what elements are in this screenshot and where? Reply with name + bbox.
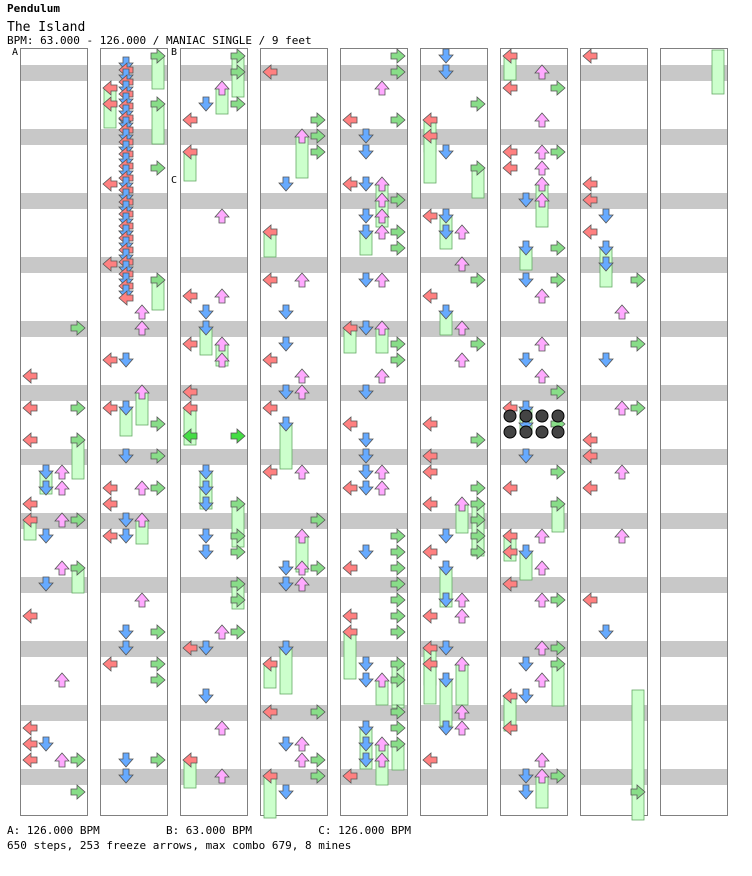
bpm-marker-b: B <box>171 47 178 58</box>
step-arrow <box>375 273 389 287</box>
step-arrow <box>631 337 645 351</box>
step-arrow <box>423 417 437 431</box>
step-arrow <box>519 785 533 799</box>
step-arrow <box>391 721 405 735</box>
step-arrow <box>551 641 565 655</box>
step-arrow <box>519 449 533 463</box>
step-arrow <box>503 161 517 175</box>
step-arrow <box>23 433 37 447</box>
step-arrow <box>151 161 165 175</box>
step-arrow <box>423 449 437 463</box>
step-arrow <box>183 113 197 127</box>
step-arrow <box>199 97 213 111</box>
step-arrow <box>599 353 613 367</box>
step-arrow <box>215 289 229 303</box>
step-arrow <box>343 609 357 623</box>
step-arrow <box>455 353 469 367</box>
step-arrow <box>455 609 469 623</box>
step-arrow <box>519 689 533 703</box>
step-arrow <box>583 225 597 239</box>
step-arrow <box>391 65 405 79</box>
step-arrow <box>615 305 629 319</box>
step-arrow <box>583 481 597 495</box>
step-arrow <box>199 305 213 319</box>
step-arrow <box>359 657 373 671</box>
step-arrow <box>391 545 405 559</box>
step-arrow <box>103 177 117 191</box>
step-arrow <box>103 257 117 271</box>
step-arrow <box>119 625 133 639</box>
bpm-marker-c: C <box>171 175 178 186</box>
step-arrow <box>535 337 549 351</box>
step-arrow <box>519 353 533 367</box>
step-arrow <box>631 273 645 287</box>
step-arrow <box>343 481 357 495</box>
step-arrow <box>311 769 325 783</box>
step-arrow <box>215 209 229 223</box>
step-arrow <box>423 545 437 559</box>
step-arrow <box>279 305 293 319</box>
step-arrow <box>55 465 69 479</box>
step-arrow <box>55 673 69 687</box>
step-arrow <box>295 577 309 591</box>
step-arrow <box>311 513 325 527</box>
step-arrow <box>183 385 197 399</box>
step-arrow <box>583 49 597 63</box>
step-arrow <box>439 529 453 543</box>
step-arrow <box>311 113 325 127</box>
step-arrow <box>535 161 549 175</box>
mine <box>552 410 564 422</box>
step-arrow <box>631 401 645 415</box>
step-arrow <box>391 609 405 623</box>
step-arrow <box>23 609 37 623</box>
step-arrow <box>343 561 357 575</box>
step-arrow <box>439 641 453 655</box>
step-arrow <box>535 65 549 79</box>
freeze-arrow <box>632 690 644 820</box>
step-arrow <box>471 481 485 495</box>
mine <box>536 410 548 422</box>
step-arrow <box>279 785 293 799</box>
step-arrow <box>535 145 549 159</box>
step-arrow <box>279 385 293 399</box>
mine <box>552 426 564 438</box>
step-arrow <box>519 273 533 287</box>
step-arrow <box>359 449 373 463</box>
step-arrow <box>263 401 277 415</box>
step-arrow <box>551 593 565 607</box>
step-arrow <box>391 113 405 127</box>
step-arrow <box>231 97 245 111</box>
step-arrow <box>583 177 597 191</box>
mine <box>536 426 548 438</box>
step-arrow <box>535 641 549 655</box>
step-arrow <box>359 465 373 479</box>
step-arrow <box>103 401 117 415</box>
step-arrow <box>503 81 517 95</box>
step-arrow <box>359 433 373 447</box>
step-arrow <box>535 561 549 575</box>
step-arrow <box>119 753 133 767</box>
step-arrow <box>71 321 85 335</box>
step-arrow <box>23 721 37 735</box>
step-arrow <box>295 385 309 399</box>
step-arrow <box>119 353 133 367</box>
step-arrow <box>199 641 213 655</box>
step-arrow <box>455 321 469 335</box>
step-arrow <box>551 81 565 95</box>
step-arrow <box>279 337 293 351</box>
chart-info: BPM: 63.000 - 126.000 / MANIAC SINGLE / 9 feet <box>7 34 312 47</box>
step-arrow <box>311 145 325 159</box>
step-arrow <box>263 65 277 79</box>
bpm-marker-a: A <box>12 47 19 58</box>
step-arrow <box>199 529 213 543</box>
step-arrow <box>311 705 325 719</box>
step-arrow <box>599 209 613 223</box>
step-arrow <box>119 529 133 543</box>
step-arrow <box>455 705 469 719</box>
step-arrow <box>311 753 325 767</box>
step-arrow <box>359 385 373 399</box>
step-arrow <box>151 449 165 463</box>
step-arrow <box>551 385 565 399</box>
step-arrow <box>119 641 133 655</box>
step-arrow <box>263 705 277 719</box>
mine <box>520 426 532 438</box>
step-arrow <box>103 657 117 671</box>
step-arrow <box>183 337 197 351</box>
step-arrow <box>359 177 373 191</box>
step-arrow <box>151 481 165 495</box>
step-arrow <box>263 465 277 479</box>
step-arrow <box>151 657 165 671</box>
step-arrow <box>279 577 293 591</box>
step-arrow <box>295 273 309 287</box>
step-arrow <box>471 97 485 111</box>
step-arrow <box>263 353 277 367</box>
step-arrow <box>183 641 197 655</box>
step-arrow <box>119 513 133 527</box>
step-arrow <box>391 353 405 367</box>
step-arrow <box>391 561 405 575</box>
mine <box>504 410 516 422</box>
step-arrow <box>455 593 469 607</box>
step-arrow <box>391 593 405 607</box>
step-arrow <box>471 433 485 447</box>
step-arrow <box>343 769 357 783</box>
step-arrow <box>359 209 373 223</box>
step-arrow <box>391 529 405 543</box>
step-arrow <box>359 673 373 687</box>
step-arrow <box>231 625 245 639</box>
step-arrow <box>519 657 533 671</box>
step-arrow <box>615 465 629 479</box>
step-arrow <box>23 369 37 383</box>
step-arrow <box>615 401 629 415</box>
step-arrow <box>135 321 149 335</box>
step-arrow <box>39 737 53 751</box>
step-arrow <box>279 737 293 751</box>
step-arrow <box>135 593 149 607</box>
step-arrow <box>423 753 437 767</box>
step-arrow <box>359 545 373 559</box>
step-arrow <box>583 449 597 463</box>
step-arrow <box>151 673 165 687</box>
step-arrow <box>311 129 325 143</box>
step-arrow <box>599 625 613 639</box>
step-arrow <box>423 209 437 223</box>
step-arrow <box>423 497 437 511</box>
step-arrow <box>471 337 485 351</box>
step-arrow <box>535 113 549 127</box>
step-arrow <box>535 369 549 383</box>
step-arrow <box>295 465 309 479</box>
freeze-arrow <box>344 632 356 679</box>
mine <box>520 410 532 422</box>
step-arrow <box>311 561 325 575</box>
step-arrow <box>375 481 389 495</box>
step-arrow <box>55 561 69 575</box>
step-arrow <box>103 353 117 367</box>
step-arrow <box>551 241 565 255</box>
step-arrow <box>151 753 165 767</box>
step-arrow <box>551 145 565 159</box>
step-arrow <box>503 145 517 159</box>
step-arrow <box>551 769 565 783</box>
step-arrow <box>535 529 549 543</box>
step-arrow <box>119 449 133 463</box>
step-arrow <box>503 481 517 495</box>
step-arrow <box>519 769 533 783</box>
step-arrow <box>199 545 213 559</box>
step-arrow <box>135 481 149 495</box>
step-arrow <box>71 753 85 767</box>
step-arrow <box>391 193 405 207</box>
step-arrow <box>103 481 117 495</box>
step-arrow <box>215 769 229 783</box>
step-arrow <box>391 49 405 63</box>
step-arrow <box>279 561 293 575</box>
step-arrow <box>119 769 133 783</box>
freeze-arrow <box>712 50 724 94</box>
step-arrow <box>455 257 469 271</box>
step-arrow <box>583 433 597 447</box>
step-arrow <box>391 625 405 639</box>
song-title: The Island <box>7 20 86 35</box>
step-arrow <box>151 417 165 431</box>
step-arrow <box>231 429 245 443</box>
step-arrow <box>359 321 373 335</box>
step-arrow <box>71 513 85 527</box>
step-arrow <box>391 241 405 255</box>
step-arrow <box>439 145 453 159</box>
step-arrow <box>295 369 309 383</box>
step-arrow <box>39 577 53 591</box>
step-arrow <box>359 273 373 287</box>
step-arrow <box>375 369 389 383</box>
step-arrow <box>423 289 437 303</box>
step-arrow <box>391 337 405 351</box>
step-arrow <box>71 785 85 799</box>
step-arrow <box>71 401 85 415</box>
step-arrow <box>215 721 229 735</box>
step-arrow <box>615 529 629 543</box>
step-arrow <box>23 401 37 415</box>
step-arrow <box>295 753 309 767</box>
step-arrow <box>551 273 565 287</box>
step-arrow <box>535 753 549 767</box>
step-arrow <box>23 753 37 767</box>
step-arrow <box>391 225 405 239</box>
step-arrow <box>295 737 309 751</box>
step-arrow <box>359 129 373 143</box>
step-arrow <box>263 273 277 287</box>
step-arrow <box>215 625 229 639</box>
step-arrow <box>359 145 373 159</box>
step-arrow <box>439 65 453 79</box>
step-arrow <box>103 497 117 511</box>
step-arrow <box>343 113 357 127</box>
step-arrow <box>55 513 69 527</box>
step-arrow <box>23 737 37 751</box>
step-arrow <box>519 193 533 207</box>
step-arrow <box>471 273 485 287</box>
step-arrow <box>55 481 69 495</box>
step-arrow <box>135 305 149 319</box>
step-arrow <box>423 609 437 623</box>
step-arrow <box>375 81 389 95</box>
step-arrow <box>103 529 117 543</box>
bpm-legend: A: 126.000 BPM B: 63.000 BPM C: 126.000 BPM <box>7 824 411 837</box>
step-arrow <box>279 177 293 191</box>
step-arrow <box>151 625 165 639</box>
step-arrow <box>503 577 517 591</box>
step-arrow <box>423 465 437 479</box>
step-arrow <box>439 49 453 63</box>
step-arrow <box>455 721 469 735</box>
step-arrow <box>343 177 357 191</box>
artist-name: Pendulum <box>7 2 60 15</box>
step-arrow <box>199 689 213 703</box>
step-arrow <box>23 497 37 511</box>
step-arrow <box>375 465 389 479</box>
step-arrow <box>55 753 69 767</box>
step-arrow <box>39 529 53 543</box>
step-arrow <box>391 577 405 591</box>
step-arrow <box>583 593 597 607</box>
step-arrow <box>455 225 469 239</box>
step-arrow <box>359 481 373 495</box>
freeze-arrow <box>424 136 436 183</box>
step-arrow <box>183 289 197 303</box>
step-arrow <box>535 673 549 687</box>
mine <box>504 426 516 438</box>
step-arrow <box>535 593 549 607</box>
chart-stats: 650 steps, 253 freeze arrows, max combo 679, 8 mines <box>7 839 352 852</box>
step-arrow <box>535 289 549 303</box>
step-arrow <box>551 465 565 479</box>
step-arrow <box>343 417 357 431</box>
step-arrow <box>583 193 597 207</box>
